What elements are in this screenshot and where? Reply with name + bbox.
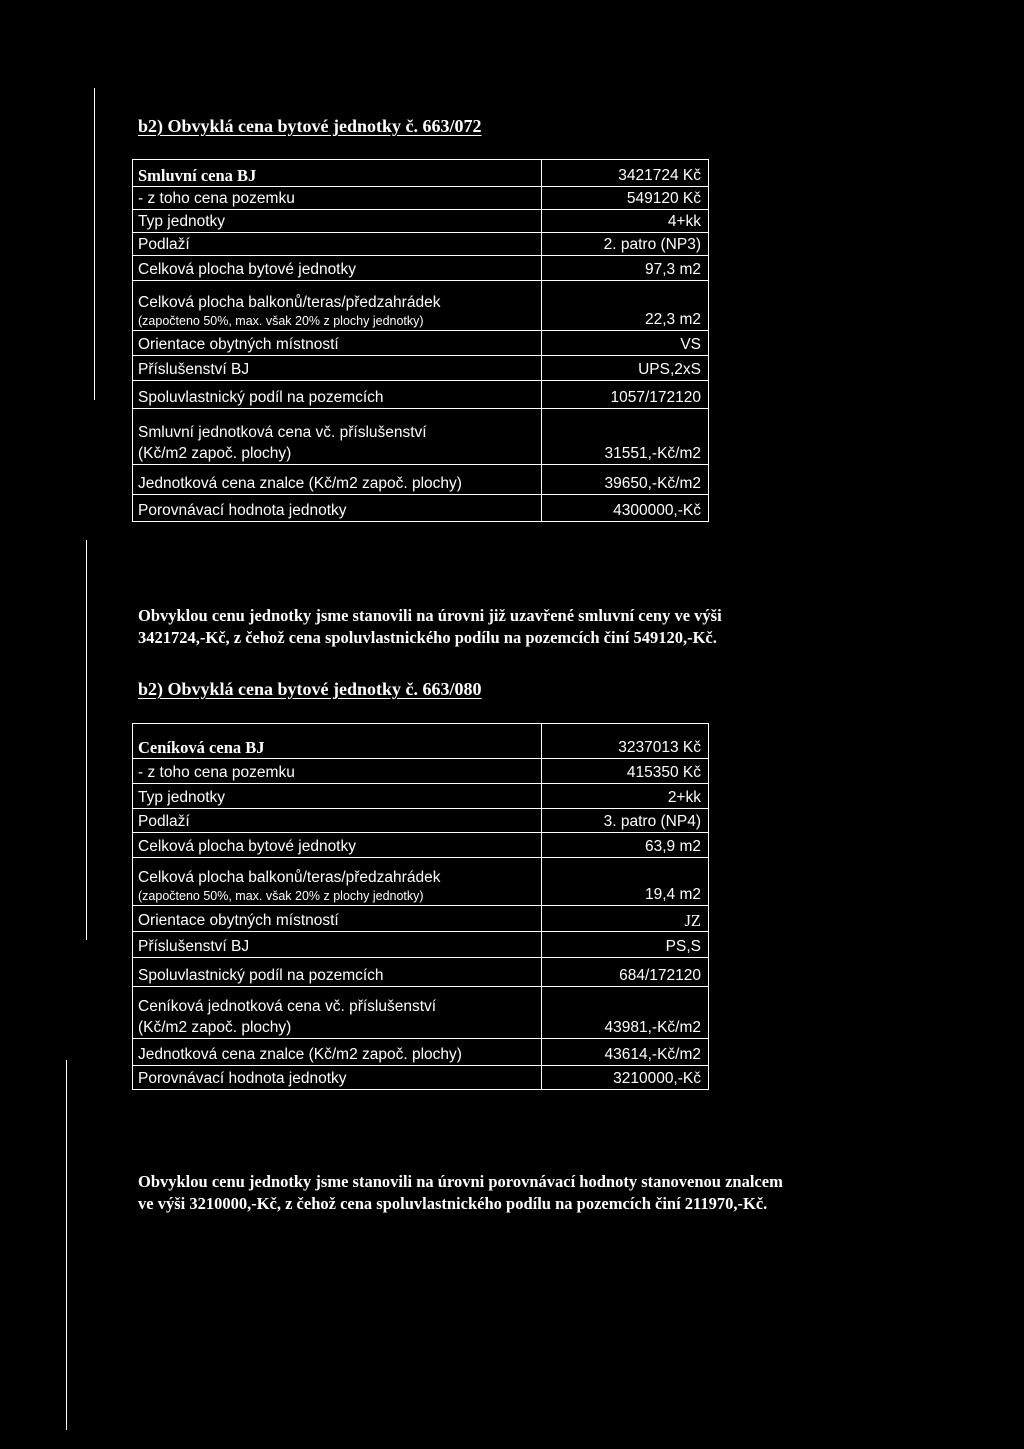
table-row [133, 495, 709, 522]
row-label: Jednotková cena znalce (Kč/m2 započ. plochy) [133, 1039, 542, 1066]
row-value: 19,4 m2 [542, 858, 709, 906]
table-row [133, 381, 709, 409]
table-row [133, 1039, 709, 1066]
row-label: Typ jednotky [133, 784, 542, 809]
row-label: Příslušenství BJ [133, 356, 542, 381]
row-label-cell [133, 987, 542, 1039]
row-value: 3421724 Kč [542, 160, 709, 187]
margin-line-bottom [66, 1060, 67, 1430]
table-row [133, 465, 709, 495]
row-value: 415350 Kč [542, 759, 709, 784]
row-label: - z toho cena pozemku [133, 187, 542, 210]
row-value: 4300000,-Kč [542, 495, 709, 522]
row-label-cell [133, 409, 542, 465]
table-row [133, 858, 709, 906]
row-value: 3237013 Kč [542, 724, 709, 759]
row-label: Celková plocha balkonů/teras/předzahrádek [138, 294, 441, 311]
summary-line: ve výši 3210000,-Kč, z čehož cena spoluvlastnického podílu na pozemcích činí 211970,-Kč. [138, 1194, 768, 1213]
table-row [133, 187, 709, 210]
summary-line: Obvyklou cenu jednotky jsme stanovili na úrovni již uzavřené smluvní ceny ve výši [138, 606, 722, 625]
row-value: VS [542, 331, 709, 356]
table-row [133, 160, 709, 187]
row-label: Celková plocha balkonů/teras/předzahrádek [138, 869, 441, 886]
row-value: UPS,2xS [542, 356, 709, 381]
row-label: Orientace obytných místností [133, 331, 542, 356]
margin-line-middle [86, 540, 87, 940]
unit1-table [132, 159, 709, 522]
unit1-heading: b2) Obvyklá cena bytové jednotky č. 663/072 [138, 116, 482, 136]
row-value: 684/172120 [542, 958, 709, 987]
table-row [133, 784, 709, 809]
table-row [133, 233, 709, 256]
row-label: Podlaží [133, 809, 542, 833]
table-row [133, 281, 709, 331]
unit2-heading: b2) Obvyklá cena bytové jednotky č. 663/080 [138, 679, 482, 699]
row-value: 2+kk [542, 784, 709, 809]
row-label-cell [133, 281, 542, 331]
row-value: 4+kk [542, 210, 709, 233]
row-label: Orientace obytných místností [133, 906, 542, 932]
table-row [133, 409, 709, 465]
row-label: Podlaží [133, 233, 542, 256]
row-label: Celková plocha bytové jednotky [133, 833, 542, 858]
row-label: - z toho cena pozemku [133, 759, 542, 784]
row-value: JZ [542, 906, 709, 932]
row-value: 63,9 m2 [542, 833, 709, 858]
table-row [133, 724, 709, 759]
row-label: Porovnávací hodnota jednotky [133, 1066, 542, 1090]
unit2-table [132, 723, 709, 1090]
row-label-line1: Ceníková jednotková cena vč. příslušenství [138, 998, 437, 1015]
table-row [133, 759, 709, 784]
unit1-summary [138, 605, 958, 649]
row-label: Smluvní cena BJ [133, 160, 542, 187]
row-label: Příslušenství BJ [133, 932, 542, 958]
row-label: Spoluvlastnický podíl na pozemcích [133, 958, 542, 987]
margin-line-top [94, 88, 95, 400]
row-value: 549120 Kč [542, 187, 709, 210]
row-label-line1: Smluvní jednotková cena vč. příslušenství [138, 424, 427, 441]
row-value: 1057/172120 [542, 381, 709, 409]
row-value: 3210000,-Kč [542, 1066, 709, 1090]
unit2-summary [138, 1171, 958, 1215]
row-label: Porovnávací hodnota jednotky [133, 495, 542, 522]
table-row [133, 906, 709, 932]
table-row [133, 958, 709, 987]
row-note: (započteno 50%, max. však 20% z plochy jednotky) [138, 889, 424, 903]
table-row [133, 1066, 709, 1090]
row-label: Typ jednotky [133, 210, 542, 233]
row-value: 97,3 m2 [542, 256, 709, 281]
table-row [133, 256, 709, 281]
row-label: Spoluvlastnický podíl na pozemcích [133, 381, 542, 409]
table-row [133, 809, 709, 833]
table-row [133, 210, 709, 233]
row-value: 31551,-Kč/m2 [542, 409, 709, 465]
table-row [133, 356, 709, 381]
row-label-line2: (Kč/m2 započ. plochy) [138, 445, 292, 462]
table-row [133, 331, 709, 356]
row-value: 2. patro (NP3) [542, 233, 709, 256]
row-value: 39650,-Kč/m2 [542, 465, 709, 495]
row-label: Ceníková cena BJ [133, 724, 542, 759]
summary-line: Obvyklou cenu jednotky jsme stanovili na úrovni porovnávací hodnoty stanovenou znalcem [138, 1172, 783, 1191]
summary-line: 3421724,-Kč, z čehož cena spoluvlastnického podílu na pozemcích činí 549120,-Kč. [138, 628, 717, 647]
table-row [133, 987, 709, 1039]
row-value: 3. patro (NP4) [542, 809, 709, 833]
row-label: Celková plocha bytové jednotky [133, 256, 542, 281]
row-label-cell [133, 858, 542, 906]
row-value: PS,S [542, 932, 709, 958]
row-label: Jednotková cena znalce (Kč/m2 započ. plochy) [133, 465, 542, 495]
row-label-line2: (Kč/m2 započ. plochy) [138, 1019, 292, 1036]
row-value: 43981,-Kč/m2 [542, 987, 709, 1039]
row-note: (započteno 50%, max. však 20% z plochy jednotky) [138, 314, 424, 328]
table-row [133, 932, 709, 958]
row-value: 43614,-Kč/m2 [542, 1039, 709, 1066]
row-value: 22,3 m2 [542, 281, 709, 331]
table-row [133, 833, 709, 858]
